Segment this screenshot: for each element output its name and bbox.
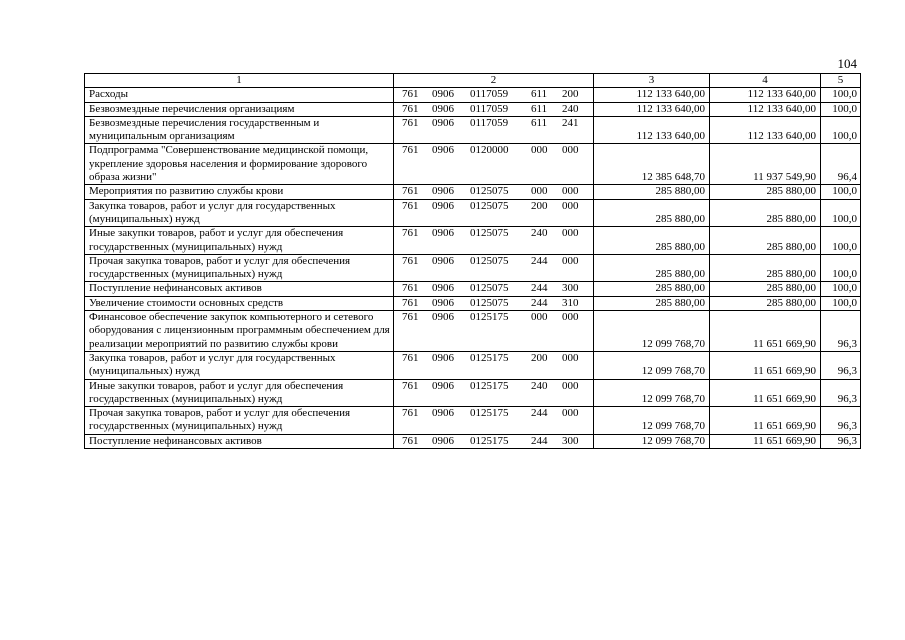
percent-cell: 96,3 (821, 351, 861, 379)
table-row (85, 116, 861, 144)
row-name-cell: Прочая закупка товаров, работ и услуг для обеспечения государственных (муниципальных) нужд (85, 407, 394, 435)
admin-code: 761 (402, 227, 419, 240)
table-body (85, 74, 861, 449)
table-row (85, 311, 861, 352)
admin-code: 761 (402, 144, 419, 157)
planned-amount-cell: 285 880,00 (594, 227, 710, 255)
admin-code: 761 (402, 254, 419, 267)
percent-cell: 96,4 (821, 144, 861, 185)
executed-amount-cell: 285 880,00 (710, 296, 821, 310)
planned-amount-cell: 12 099 768,70 (594, 311, 710, 352)
expense-type-code: 611 (531, 116, 548, 129)
row-name-cell: Поступление нефинансовых активов (85, 434, 394, 448)
table-row (85, 434, 861, 448)
column-header: 1 (85, 74, 394, 88)
section-code: 0906 (432, 199, 454, 212)
planned-amount-cell: 285 880,00 (594, 296, 710, 310)
target-code: 0125175 (470, 351, 509, 364)
executed-amount-cell: 285 880,00 (710, 254, 821, 282)
planned-amount-cell: 12 099 768,70 (594, 434, 710, 448)
percent-cell: 100,0 (821, 88, 861, 102)
section-code: 0906 (432, 88, 454, 101)
section-code: 0906 (432, 185, 454, 198)
percent-cell: 96,3 (821, 407, 861, 435)
column-header: 4 (710, 74, 821, 88)
table-row (85, 102, 861, 116)
row-name-cell: Финансовое обеспечение закупок компьютерного и сетевого оборудования с лицензионным программным обеспечением для реализации мероприятий по развитию службы крови (85, 311, 394, 352)
admin-code: 761 (402, 185, 419, 198)
target-code: 0125075 (470, 296, 509, 309)
section-code: 0906 (432, 407, 454, 420)
section-code: 0906 (432, 282, 454, 295)
expense-type-code: 200 (531, 199, 548, 212)
code-group (394, 435, 593, 448)
budget-table (84, 73, 861, 449)
column-header: 2 (394, 74, 594, 88)
kosgu-code: 000 (562, 351, 579, 364)
row-code-cell (394, 185, 594, 199)
executed-amount-cell: 11 937 549,90 (710, 144, 821, 185)
code-group (394, 103, 593, 116)
kosgu-code: 300 (562, 434, 579, 447)
section-code: 0906 (432, 379, 454, 392)
code-group (394, 144, 593, 157)
row-code-cell (394, 116, 594, 144)
row-code-cell (394, 199, 594, 227)
expense-type-code: 240 (531, 227, 548, 240)
target-code: 0125075 (470, 254, 509, 267)
row-name-cell: Мероприятия по развитию службы крови (85, 185, 394, 199)
admin-code: 761 (402, 296, 419, 309)
row-name-cell: Поступление нефинансовых активов (85, 282, 394, 296)
admin-code: 761 (402, 102, 419, 115)
target-code: 0125075 (470, 282, 509, 295)
kosgu-code: 000 (562, 379, 579, 392)
target-code: 0125175 (470, 434, 509, 447)
code-group (394, 407, 593, 420)
row-name-cell: Безвозмездные перечисления государственным и муниципальным организациям (85, 116, 394, 144)
table-row (85, 351, 861, 379)
executed-amount-cell: 11 651 669,90 (710, 434, 821, 448)
expense-type-code: 611 (531, 102, 548, 115)
section-code: 0906 (432, 351, 454, 364)
percent-cell: 100,0 (821, 116, 861, 144)
expense-type-code: 200 (531, 351, 548, 364)
row-code-cell (394, 351, 594, 379)
page-number: 104 (837, 56, 857, 71)
row-name-cell: Иные закупки товаров, работ и услуг для обеспечения государственных (муниципальных) нужд (85, 227, 394, 255)
code-group (394, 352, 593, 365)
planned-amount-cell: 12 099 768,70 (594, 407, 710, 435)
executed-amount-cell: 11 651 669,90 (710, 407, 821, 435)
executed-amount-cell: 112 133 640,00 (710, 102, 821, 116)
expense-type-code: 244 (531, 254, 548, 267)
table-row (85, 254, 861, 282)
admin-code: 761 (402, 407, 419, 420)
executed-amount-cell: 285 880,00 (710, 227, 821, 255)
expense-type-code: 244 (531, 282, 548, 295)
row-code-cell (394, 227, 594, 255)
row-name-cell: Закупка товаров, работ и услуг для государственных (муниципальных) нужд (85, 199, 394, 227)
kosgu-code: 000 (562, 185, 579, 198)
percent-cell: 100,0 (821, 199, 861, 227)
kosgu-code: 300 (562, 282, 579, 295)
table-row (85, 296, 861, 310)
section-code: 0906 (432, 296, 454, 309)
column-header: 3 (594, 74, 710, 88)
section-code: 0906 (432, 311, 454, 324)
admin-code: 761 (402, 434, 419, 447)
percent-cell: 100,0 (821, 227, 861, 255)
code-group (394, 255, 593, 268)
target-code: 0125175 (470, 379, 509, 392)
row-code-cell (394, 88, 594, 102)
expense-type-code: 240 (531, 379, 548, 392)
code-group (394, 311, 593, 324)
percent-cell: 100,0 (821, 254, 861, 282)
expense-type-code: 611 (531, 88, 548, 101)
row-code-cell (394, 254, 594, 282)
executed-amount-cell: 11 651 669,90 (710, 311, 821, 352)
table-row (85, 144, 861, 185)
column-header: 5 (821, 74, 861, 88)
target-code: 0117059 (470, 102, 509, 115)
section-code: 0906 (432, 254, 454, 267)
kosgu-code: 310 (562, 296, 579, 309)
executed-amount-cell: 11 651 669,90 (710, 351, 821, 379)
executed-amount-cell: 285 880,00 (710, 199, 821, 227)
table-row (85, 199, 861, 227)
section-code: 0906 (432, 434, 454, 447)
kosgu-code: 200 (562, 88, 579, 101)
target-code: 0125075 (470, 199, 509, 212)
admin-code: 761 (402, 351, 419, 364)
admin-code: 761 (402, 311, 419, 324)
row-name-cell: Прочая закупка товаров, работ и услуг для обеспечения государственных (муниципальных) нужд (85, 254, 394, 282)
percent-cell: 96,3 (821, 311, 861, 352)
planned-amount-cell: 285 880,00 (594, 185, 710, 199)
expense-type-code: 244 (531, 407, 548, 420)
executed-amount-cell: 112 133 640,00 (710, 88, 821, 102)
row-code-cell (394, 311, 594, 352)
code-group (394, 297, 593, 310)
table-row (85, 282, 861, 296)
executed-amount-cell: 112 133 640,00 (710, 116, 821, 144)
executed-amount-cell: 285 880,00 (710, 282, 821, 296)
expense-type-code: 244 (531, 434, 548, 447)
code-group (394, 88, 593, 101)
percent-cell: 96,3 (821, 434, 861, 448)
section-code: 0906 (432, 144, 454, 157)
section-code: 0906 (432, 227, 454, 240)
row-name-cell: Иные закупки товаров, работ и услуг для обеспечения государственных (муниципальных) нужд (85, 379, 394, 407)
row-code-cell (394, 144, 594, 185)
code-group (394, 185, 593, 198)
row-code-cell (394, 407, 594, 435)
target-code: 0125075 (470, 185, 509, 198)
admin-code: 761 (402, 116, 419, 129)
target-code: 0120000 (470, 144, 509, 157)
target-code: 0117059 (470, 116, 509, 129)
row-code-cell (394, 434, 594, 448)
expense-type-code: 000 (531, 144, 548, 157)
table-row (85, 88, 861, 102)
table-row (85, 227, 861, 255)
percent-cell: 100,0 (821, 296, 861, 310)
planned-amount-cell: 112 133 640,00 (594, 116, 710, 144)
table-row (85, 185, 861, 199)
admin-code: 761 (402, 379, 419, 392)
target-code: 0125075 (470, 227, 509, 240)
executed-amount-cell: 285 880,00 (710, 185, 821, 199)
code-group (394, 117, 593, 130)
row-name-cell: Увеличение стоимости основных средств (85, 296, 394, 310)
admin-code: 761 (402, 88, 419, 101)
row-name-cell: Расходы (85, 88, 394, 102)
planned-amount-cell: 12 385 648,70 (594, 144, 710, 185)
row-code-cell (394, 102, 594, 116)
target-code: 0125175 (470, 311, 509, 324)
row-name-cell: Безвозмездные перечисления организациям (85, 102, 394, 116)
expense-type-code: 244 (531, 296, 548, 309)
executed-amount-cell: 11 651 669,90 (710, 379, 821, 407)
planned-amount-cell: 285 880,00 (594, 199, 710, 227)
row-name-cell: Закупка товаров, работ и услуг для государственных (муниципальных) нужд (85, 351, 394, 379)
planned-amount-cell: 12 099 768,70 (594, 351, 710, 379)
expense-type-code: 000 (531, 311, 548, 324)
target-code: 0125175 (470, 407, 509, 420)
kosgu-code: 000 (562, 199, 579, 212)
target-code: 0117059 (470, 88, 509, 101)
table-row (85, 407, 861, 435)
admin-code: 761 (402, 282, 419, 295)
section-code: 0906 (432, 116, 454, 129)
code-group (394, 200, 593, 213)
row-code-cell (394, 282, 594, 296)
row-name-cell: Подпрограмма "Совершенствование медицинской помощи, укрепление здоровья населения и формирование здорового образа жизни" (85, 144, 394, 185)
percent-cell: 100,0 (821, 102, 861, 116)
code-group (394, 282, 593, 295)
admin-code: 761 (402, 199, 419, 212)
kosgu-code: 240 (562, 102, 579, 115)
expense-type-code: 000 (531, 185, 548, 198)
kosgu-code: 000 (562, 254, 579, 267)
kosgu-code: 241 (562, 116, 579, 129)
code-group (394, 380, 593, 393)
percent-cell: 100,0 (821, 185, 861, 199)
planned-amount-cell: 285 880,00 (594, 282, 710, 296)
kosgu-code: 000 (562, 144, 579, 157)
kosgu-code: 000 (562, 311, 579, 324)
planned-amount-cell: 285 880,00 (594, 254, 710, 282)
kosgu-code: 000 (562, 407, 579, 420)
planned-amount-cell: 12 099 768,70 (594, 379, 710, 407)
row-code-cell (394, 379, 594, 407)
planned-amount-cell: 112 133 640,00 (594, 102, 710, 116)
section-code: 0906 (432, 102, 454, 115)
planned-amount-cell: 112 133 640,00 (594, 88, 710, 102)
percent-cell: 96,3 (821, 379, 861, 407)
row-code-cell (394, 296, 594, 310)
percent-cell: 100,0 (821, 282, 861, 296)
code-group (394, 227, 593, 240)
table-header-row (85, 74, 861, 88)
table-row (85, 379, 861, 407)
kosgu-code: 000 (562, 227, 579, 240)
